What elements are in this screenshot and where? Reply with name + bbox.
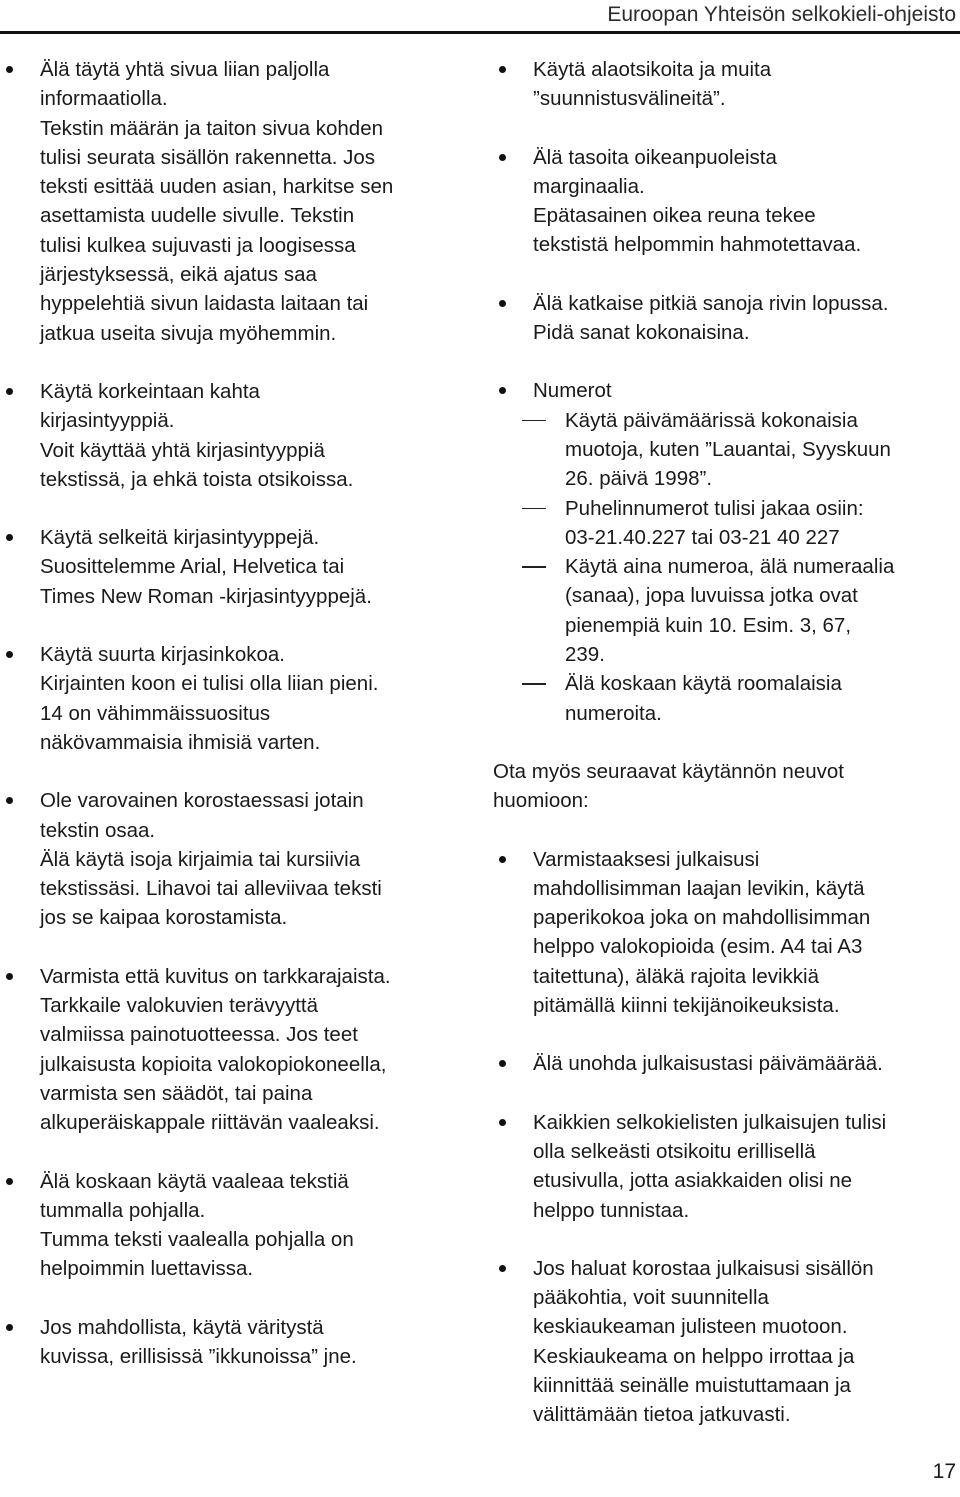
text-line: hyppelehtiä sivun laidasta laitaan tai	[40, 292, 369, 316]
dash-icon	[522, 508, 546, 510]
text-line: Käytä aina numeroa, älä numeraalia	[565, 555, 895, 579]
text-line: Tekstin määrän ja taiton sivua kohden	[40, 116, 384, 140]
right-bullet-list-top	[493, 55, 960, 347]
list-item	[493, 55, 960, 114]
text-line: julkaisusta kopioita valokopiokoneella,	[40, 1052, 387, 1076]
text-line: jatkua useita sivuja myöhemmin.	[40, 321, 337, 345]
text-line: muotoja, kuten ”Lauantai, Syyskuun	[565, 437, 891, 461]
header-rule	[0, 31, 960, 34]
numbers-subitem	[533, 494, 960, 553]
text-line: Times New Roman -kirjasintyyppejä.	[40, 584, 372, 608]
text-line: tekstistä helpommin hahmotettavaa.	[533, 233, 862, 257]
list-item	[0, 1167, 470, 1284]
text-line: Jos haluat korostaa julkaisusi sisällön	[533, 1256, 874, 1280]
text-line: kuvissa, erillisissä ”ikkunoissa” jne.	[40, 1344, 357, 1368]
text-line: Käytä päivämäärissä kokonaisia	[565, 408, 858, 432]
text-line: Älä unohda julkaisustasi päivämäärää.	[533, 1052, 883, 1076]
text-line: etusivulla, jotta asiakkaiden olisi ne	[533, 1169, 853, 1193]
text-line: järjestyksessä, eikä ajatus saa	[40, 263, 317, 287]
right-bullet-list-bottom	[493, 845, 960, 1430]
bullet-icon	[6, 534, 13, 541]
text-line: Voit käyttää yhtä kirjasintyyppiä	[40, 438, 325, 462]
text-line: Käytä alaotsikoita ja muita	[533, 58, 772, 81]
text-line: tummalla pohjalla.	[40, 1198, 206, 1222]
text-line: Suosittelemme Arial, Helvetica tai	[40, 555, 345, 579]
document-title: Euroopan Yhteisön selkokieli-ohjeisto	[607, 3, 956, 26]
text-line: Käytä selkeitä kirjasintyyppejä.	[40, 526, 320, 550]
text-line: tulisi seurata sisällön rakennetta. Jos	[40, 145, 376, 169]
numbers-sublist	[533, 406, 960, 728]
text-line: Älä katkaise pitkiä sanoja rivin lopussa.	[533, 291, 889, 315]
text-line: mahdollisimman laajan levikin, käytä	[533, 876, 865, 900]
list-item	[0, 640, 470, 757]
page-number: 17	[932, 1460, 956, 1483]
text-line: tekstin osaa.	[40, 818, 156, 842]
text-line: marginaalia.	[533, 174, 645, 198]
text-line: Älä koskaan käytä roomalaisia	[565, 672, 842, 696]
text-line: Varmista että kuvitus on tarkkarajaista.	[40, 964, 391, 988]
numbers-subitem	[533, 406, 960, 494]
bullet-icon	[6, 1324, 13, 1331]
text-line: 03-21.40.227 tai 03-21 40 227	[565, 525, 840, 549]
text-line: Keskiaukeama on helppo irrottaa ja	[533, 1344, 855, 1368]
list-item	[493, 1254, 960, 1430]
numbers-title: Numerot	[533, 379, 612, 403]
text-line: Epätasainen oikea reuna tekee	[533, 204, 816, 228]
text-line: huomioon:	[493, 789, 589, 813]
text-line: Tarkkaile valokuvien terävyyttä	[40, 994, 319, 1018]
text-line: Älä koskaan käytä vaaleaa tekstiä	[40, 1169, 349, 1193]
text-line: välittämään tietoa jatkuvasti.	[533, 1403, 791, 1427]
text-line: pitämällä kiinni tekijänoikeuksista.	[533, 994, 840, 1018]
text-line: Kirjainten koon ei tulisi olla liian pieni.	[40, 672, 379, 696]
text-line: näkövammaisia ihmisiä varten.	[40, 730, 321, 754]
bullet-icon	[499, 387, 506, 394]
text-line: helppo tunnistaa.	[533, 1198, 690, 1222]
text-line: teksti esittää uuden asian, harkitse sen	[40, 175, 394, 199]
text-line: helppo valokopioida (esim. A4 tai A3	[533, 935, 863, 959]
text-line: kirjasintyyppiä.	[40, 409, 175, 433]
text-line: jos se kaipaa korostamista.	[40, 906, 288, 930]
list-item	[0, 786, 470, 932]
text-line: olla selkeästi otsikoitu erillisellä	[533, 1139, 816, 1163]
bullet-icon	[499, 1265, 506, 1272]
left-bullet-list	[0, 55, 470, 1371]
dash-icon	[522, 420, 546, 422]
text-line: Varmistaaksesi julkaisusi	[533, 847, 760, 871]
list-item	[493, 1049, 960, 1078]
text-line: pääkohtia, voit suunnitella	[533, 1286, 769, 1310]
list-item	[0, 1313, 470, 1372]
text-line: 14 on vähimmäissuositus	[40, 701, 271, 725]
right-column	[493, 55, 960, 1459]
list-item	[493, 845, 960, 1021]
text-line: Puhelinnumerot tulisi jakaa osiin:	[565, 496, 864, 520]
text-line: tulisi kulkea sujuvasti ja loogisessa	[40, 233, 356, 257]
text-line: keskiaukeaman julisteen muotoon.	[533, 1315, 848, 1339]
list-item	[493, 289, 960, 348]
text-line: alkuperäiskappale riittävän vaaleaksi.	[40, 1111, 380, 1135]
text-line: Älä käytä isoja kirjaimia tai kursiivia	[40, 847, 361, 871]
text-line: ”suunnistusvälineitä”.	[533, 87, 726, 111]
list-item	[0, 523, 470, 611]
bullet-icon	[499, 154, 506, 161]
text-line: helpoimmin luettavissa.	[40, 1257, 254, 1281]
bullet-icon	[499, 300, 506, 307]
numbers-list	[493, 376, 960, 728]
bullet-icon	[6, 973, 13, 980]
text-line: Ota myös seuraavat käytännön neuvot	[493, 759, 844, 783]
bullet-icon	[6, 388, 13, 395]
list-item	[493, 1108, 960, 1225]
advice-intro	[493, 757, 960, 816]
text-line: taitettuna), äläkä rajoita levikkiä	[533, 964, 820, 988]
text-line: pienempiä kuin 10. Esim. 3, 67,	[565, 613, 852, 637]
list-item	[0, 962, 470, 1138]
text-line: tekstissäsi. Lihavoi tai alleviivaa teksti	[40, 877, 382, 901]
text-line: (sanaa), jopa luvuissa jotka ovat	[565, 584, 858, 608]
bullet-icon	[6, 797, 13, 804]
bullet-icon	[6, 66, 13, 73]
text-line: kiinnittää seinälle muistuttamaan ja	[533, 1373, 851, 1397]
list-item	[0, 377, 470, 494]
text-line: Käytä suurta kirjasinkokoa.	[40, 643, 285, 667]
text-line: Jos mahdollista, käytä väritystä	[40, 1315, 324, 1339]
dash-icon	[522, 683, 546, 685]
numbers-subitem	[533, 552, 960, 669]
list-item-numbers	[493, 376, 960, 728]
text-line: tekstissä, ja ehkä toista otsikoissa.	[40, 467, 354, 491]
text-line: asettamista uudelle sivulle. Tekstin	[40, 204, 355, 228]
text-line: 26. päivä 1998”.	[565, 467, 713, 491]
text-line: Käytä korkeintaan kahta	[40, 379, 260, 403]
text-line: Ole varovainen korostaessasi jotain	[40, 789, 364, 813]
bullet-icon	[499, 1060, 506, 1067]
left-column	[0, 55, 470, 1400]
text-line: informaatiolla.	[40, 87, 168, 111]
bullet-icon	[499, 856, 506, 863]
numbers-subitem	[533, 669, 960, 728]
bullet-icon	[6, 1178, 13, 1185]
dash-icon	[522, 566, 546, 568]
text-line: Älä tasoita oikeanpuoleista	[533, 145, 777, 169]
text-line: paperikokoa joka on mahdollisimman	[533, 906, 871, 930]
text-line: Älä täytä yhtä sivua liian paljolla	[40, 58, 330, 81]
text-line: 239.	[565, 643, 605, 667]
text-line: Kaikkien selkokielisten julkaisujen tulisi	[533, 1110, 887, 1134]
bullet-icon	[499, 1119, 506, 1126]
bullet-icon	[499, 66, 506, 73]
text-line: Pidä sanat kokonaisina.	[533, 321, 750, 345]
text-line: Tumma teksti vaalealla pohjalla on	[40, 1228, 354, 1252]
page-header	[0, 0, 960, 34]
list-item	[493, 143, 960, 260]
bullet-icon	[6, 651, 13, 658]
list-item	[0, 55, 470, 348]
text-line: valmiissa painotuotteessa. Jos teet	[40, 1023, 358, 1047]
text-line: varmista sen säädöt, tai paina	[40, 1081, 313, 1105]
text-line: numeroita.	[565, 701, 662, 725]
